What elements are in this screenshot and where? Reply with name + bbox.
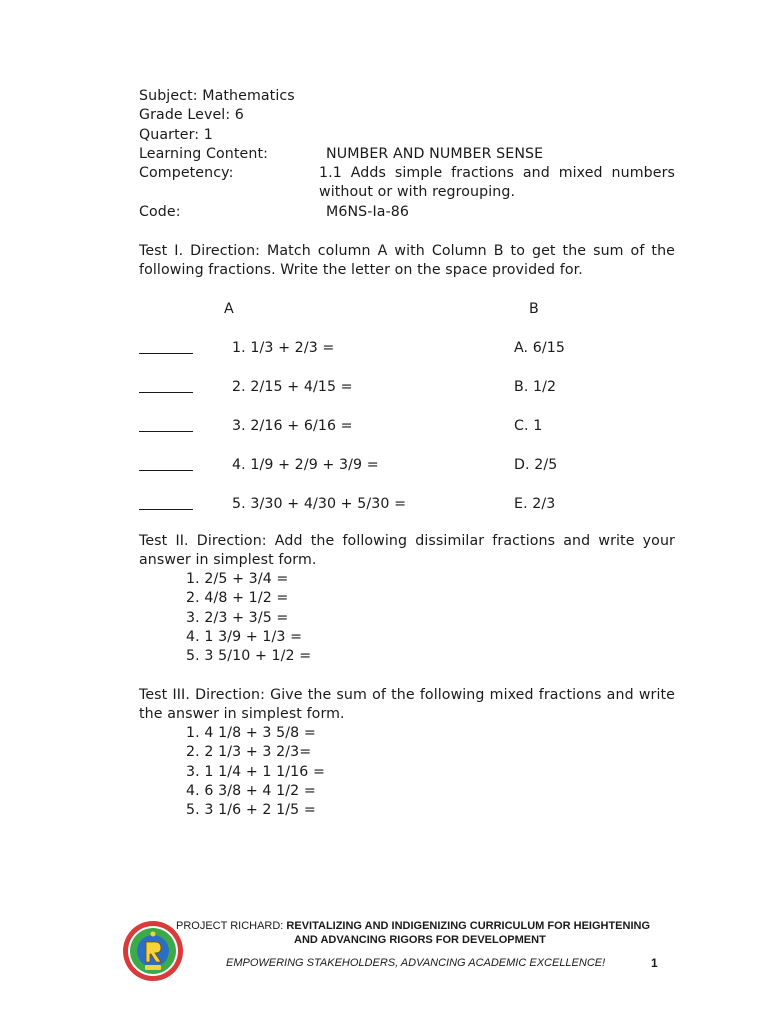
column-a-header: A: [224, 301, 234, 317]
project-richard-seal-icon: [122, 920, 184, 982]
footer-project-line1: [176, 920, 650, 933]
test1-question: 4. 1/9 + 2/9 + 3/9 =: [232, 457, 379, 473]
learning-content-value: NUMBER AND NUMBER SENSE: [326, 145, 544, 162]
answer-blank[interactable]: [139, 509, 193, 510]
test1-direction-line2: following fractions. Write the letter on the space provided for.: [139, 262, 583, 279]
list-item: 1. 4 1/8 + 3 5/8 =: [186, 725, 316, 741]
test1-question: 3. 2/16 + 6/16 =: [232, 418, 353, 434]
test1-direction-line1: Test I. Direction: Match column A with Column B to get the sum of the: [139, 243, 675, 259]
competency-value-line1: 1.1 Adds simple fractions and mixed numbers: [319, 165, 675, 182]
footer-project-prefix: PROJECT RICHARD:: [176, 920, 287, 932]
footer-title-line2: AND ADVANCING RIGORS FOR DEVELOPMENT: [294, 934, 546, 946]
list-item: 4. 1 3/9 + 1/3 =: [186, 628, 303, 645]
test2-direction: [139, 532, 675, 571]
list-item: 2. 4/8 + 1/2 =: [186, 590, 289, 607]
test3-direction-line2: the answer in simplest form.: [139, 706, 345, 723]
test1-question: 2. 2/15 + 4/15 =: [232, 379, 353, 395]
page-number: 1: [651, 956, 658, 970]
answer-blank[interactable]: [139, 470, 193, 471]
footer-tagline: EMPOWERING STAKEHOLDERS, ADVANCING ACADEMIC EXCELLENCE!: [226, 957, 606, 969]
list-item: 5. 3 5/10 + 1/2 =: [186, 648, 312, 665]
page-footer: [118, 912, 688, 982]
answer-blank[interactable]: [139, 353, 193, 354]
code-label: Code:: [139, 203, 181, 220]
subject-line: Subject: Mathematics: [139, 88, 295, 104]
test1-choice: D. 2/5: [514, 457, 558, 473]
test1-choice: C. 1: [514, 418, 543, 434]
test2-list: [186, 570, 311, 666]
test3-list: [186, 724, 325, 820]
code-value: M6NS-Ia-86: [326, 203, 410, 220]
list-item: 3. 1 1/4 + 1 1/16 =: [186, 763, 326, 780]
column-b-header: B: [529, 301, 539, 317]
list-item: 4. 6 3/8 + 4 1/2 =: [186, 782, 316, 799]
document-header: [139, 87, 679, 222]
test2-direction-line2: answer in simplest form.: [139, 552, 317, 569]
test1-choice: B. 1/2: [514, 379, 557, 395]
test1-choice: E. 2/3: [514, 496, 556, 512]
footer-title-line1: REVITALIZING AND INDIGENIZING CURRICULUM FOR HEIGHTENING: [286, 920, 651, 932]
test1-question: 5. 3/30 + 4/30 + 5/30 =: [232, 496, 407, 512]
list-item: 3. 2/3 + 3/5 =: [186, 609, 289, 626]
test1-choice: A. 6/15: [514, 340, 566, 356]
test3-direction: [139, 686, 675, 725]
competency-label: Competency:: [139, 165, 234, 182]
answer-blank[interactable]: [139, 431, 193, 432]
test1-direction: [139, 242, 675, 281]
list-item: 1. 2/5 + 3/4 =: [186, 571, 289, 587]
test3-direction-line1: Test III. Direction: Give the sum of the following mixed fractions and write: [139, 687, 675, 703]
grade-level-line: Grade Level: 6: [139, 107, 244, 124]
list-item: 5. 3 1/6 + 2 1/5 =: [186, 802, 316, 819]
learning-content-label: Learning Content:: [139, 145, 269, 162]
answer-blank[interactable]: [139, 392, 193, 393]
list-item: 2. 2 1/3 + 3 2/3=: [186, 744, 312, 761]
test1-question: 1. 1/3 + 2/3 =: [232, 340, 335, 356]
test2-direction-line1: Test II. Direction: Add the following dissimilar fractions and write your: [139, 533, 675, 549]
competency-value-line2: without or with regrouping.: [319, 184, 516, 201]
quarter-line: Quarter: 1: [139, 126, 213, 143]
